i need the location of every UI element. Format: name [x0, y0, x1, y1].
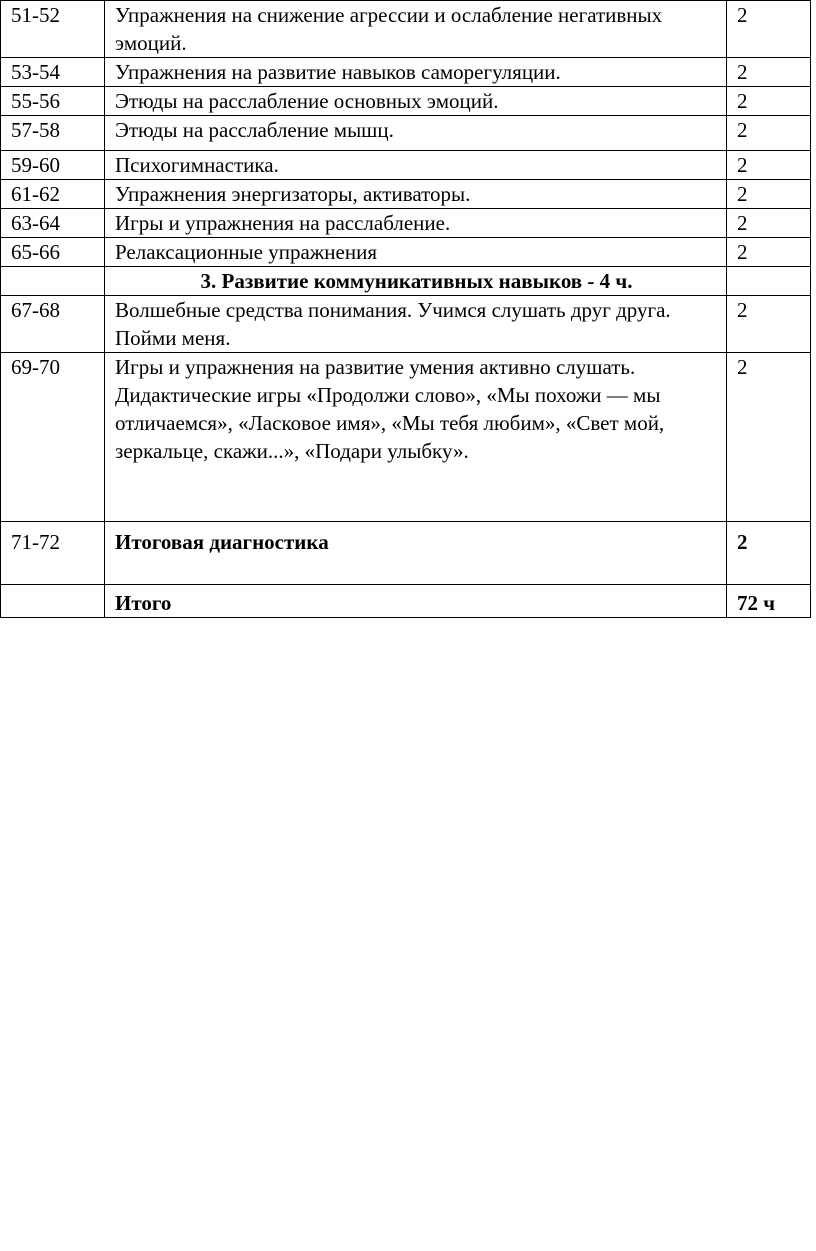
lesson-topic: Упражнения на снижение агрессии и ослабление негативных эмоций.	[105, 1, 727, 58]
table-row	[1, 87, 811, 116]
lesson-plan-table	[0, 0, 811, 618]
lesson-topic: Игры и упражнения на развитие умения активно слушать. Дидактические игры «Продолжи слово», «Мы похожи — мы отличаемся», «Ласковое имя», «Мы тебя любим», «Свет мой, зеркальце, скажи...», «Подари улыбку».	[105, 353, 727, 522]
lesson-number: 69-70	[1, 353, 105, 522]
lesson-hours: 2	[727, 1, 811, 58]
lesson-hours: 2	[727, 238, 811, 267]
empty-cell	[1, 585, 105, 618]
table-row	[1, 180, 811, 209]
table-row	[1, 296, 811, 353]
lesson-number: 55-56	[1, 87, 105, 116]
lesson-hours: 2	[727, 58, 811, 87]
table-row	[1, 353, 811, 522]
lesson-number: 61-62	[1, 180, 105, 209]
table-row	[1, 116, 811, 151]
lesson-number: 71-72	[1, 522, 105, 585]
lesson-hours: 2	[727, 151, 811, 180]
lesson-hours: 2	[727, 296, 811, 353]
lesson-topic: Упражнения энергизаторы, активаторы.	[105, 180, 727, 209]
lesson-number: 65-66	[1, 238, 105, 267]
lesson-number: 63-64	[1, 209, 105, 238]
table-row	[1, 151, 811, 180]
lesson-hours: 2	[727, 522, 811, 585]
lesson-topic: Релаксационные упражнения	[105, 238, 727, 267]
lesson-topic: Игры и упражнения на расслабление.	[105, 209, 727, 238]
lesson-number: 53-54	[1, 58, 105, 87]
lesson-topic: Психогимнастика.	[105, 151, 727, 180]
lesson-number: 67-68	[1, 296, 105, 353]
lesson-hours: 2	[727, 209, 811, 238]
empty-cell	[1, 267, 105, 296]
lesson-topic: Упражнения на развитие навыков саморегуляции.	[105, 58, 727, 87]
lesson-hours: 2	[727, 116, 811, 151]
total-row	[1, 585, 811, 618]
table-row	[1, 58, 811, 87]
lesson-hours: 2	[727, 353, 811, 522]
lesson-hours: 2	[727, 87, 811, 116]
lesson-number: 51-52	[1, 1, 105, 58]
total-label: Итого	[105, 585, 727, 618]
table-row	[1, 238, 811, 267]
lesson-topic: Итоговая диагностика	[105, 522, 727, 585]
lesson-topic: Волшебные средства понимания. Учимся слушать друг друга. Пойми меня.	[105, 296, 727, 353]
lesson-hours: 2	[727, 180, 811, 209]
final-diagnostics-row	[1, 522, 811, 585]
section-title: 3. Развитие коммуникативных навыков - 4 ч.	[105, 267, 727, 296]
section-header-row	[1, 267, 811, 296]
lesson-topic: Этюды на расслабление мышц.	[105, 116, 727, 151]
lesson-number: 59-60	[1, 151, 105, 180]
table-row	[1, 1, 811, 58]
empty-cell	[727, 267, 811, 296]
lesson-topic: Этюды на расслабление основных эмоций.	[105, 87, 727, 116]
lesson-number: 57-58	[1, 116, 105, 151]
total-hours: 72 ч	[727, 585, 811, 618]
table-row	[1, 209, 811, 238]
